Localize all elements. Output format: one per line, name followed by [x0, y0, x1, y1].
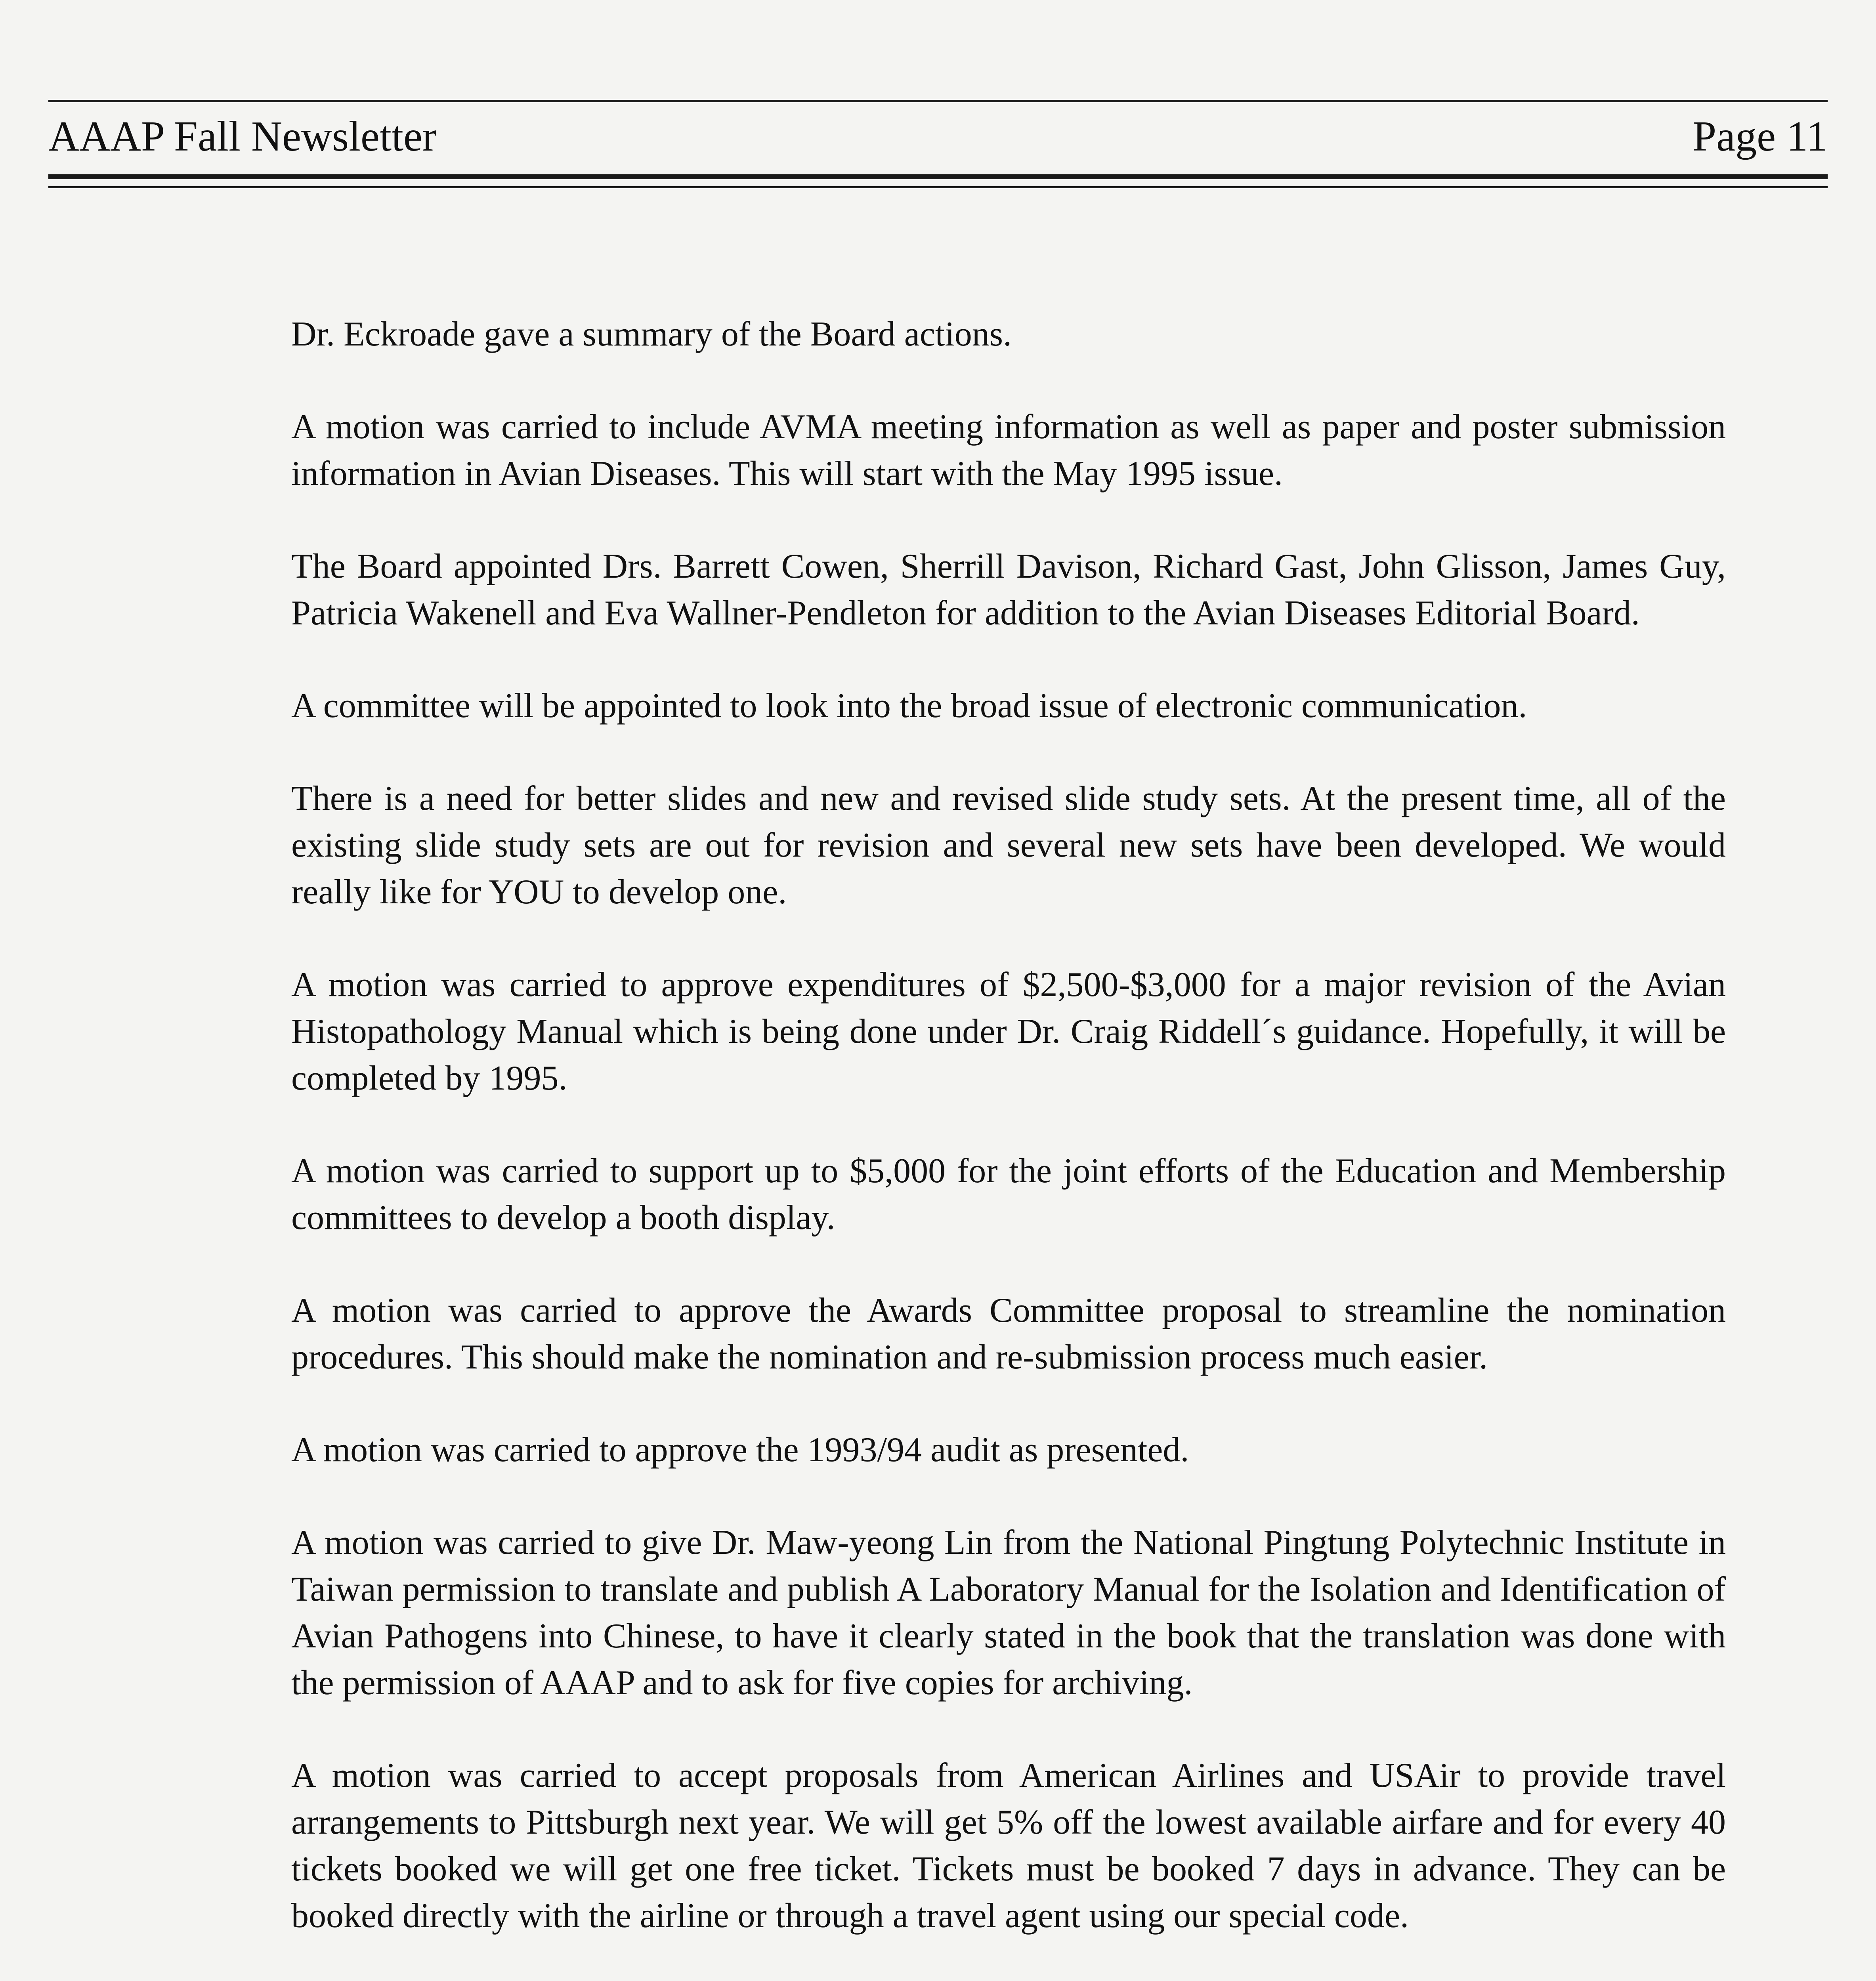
paragraph-electronic-communication: A committee will be appointed to look into the broad issue of electronic communication.: [291, 687, 1527, 725]
paragraph-editorial-board: The Board appointed Drs. Barrett Cowen, Sherrill Davison, Richard Gast, John Glisson, James Guy, Patricia Wakenell and Eva Wallner-Pendleton for addition to the Avian Diseases Editorial Board.: [291, 547, 1726, 632]
article-body: [291, 311, 1726, 1981]
header-bottom-rule-thick: [48, 174, 1828, 179]
paragraph-awards-committee: A motion was carried to approve the Awards Committee proposal to streamline the nomination procedures. This should make the nomination and re-submission process much easier.: [291, 1291, 1726, 1376]
paragraph-board-summary: Dr. Eckroade gave a summary of the Board actions.: [291, 315, 1012, 353]
paragraph-booth-display: A motion was carried to support up to $5,000 for the joint efforts of the Education and Membership committees to develop a booth display.: [291, 1152, 1726, 1237]
paragraph-audit: A motion was carried to approve the 1993/94 audit as presented.: [291, 1431, 1189, 1469]
header-bottom-rule-thin: [48, 186, 1828, 188]
paragraph-histopathology-manual: A motion was carried to approve expenditures of $2,500-$3,000 for a major revision of the Avian Histopathology Manual which is being done under Dr. Craig Riddell´s guidance. Hopefully, it will be completed by 1995.: [291, 966, 1726, 1097]
page-header: [48, 107, 1828, 166]
page-number: Page 11: [1693, 113, 1828, 160]
newsletter-title: AAAP Fall Newsletter: [48, 113, 437, 160]
paragraph-slide-study-sets: There is a need for better slides and new and revised slide study sets. At the present time, all of the existing slide study sets are out for revision and several new sets have been developed. We would really like for YOU to develop one.: [291, 779, 1726, 911]
paragraph-travel-arrangements: A motion was carried to accept proposals from American Airlines and USAir to provide travel arrangements to Pittsburgh next year. We will get 5% off the lowest available airfare and for every 40 tickets booked we will get one free ticket. Tickets must be booked 7 days in advance. They can be booked directly with the airline or through a travel agent using our special code.: [291, 1756, 1726, 1935]
paragraph-translation-permission: A motion was carried to give Dr. Maw-yeong Lin from the National Pingtung Polytechnic Institute in Taiwan permission to translate and publish A Laboratory Manual for the Isolation and Identification of Avian Pathogens into Chinese, to have it clearly stated in the book that the translation was done with the permission of AAAP and to ask for five copies for archiving.: [291, 1523, 1726, 1702]
paragraph-avma-info: A motion was carried to include AVMA meeting information as well as paper and poster submission information in Avian Diseases. This will start with the May 1995 issue.: [291, 408, 1726, 493]
header-top-rule: [48, 100, 1828, 102]
